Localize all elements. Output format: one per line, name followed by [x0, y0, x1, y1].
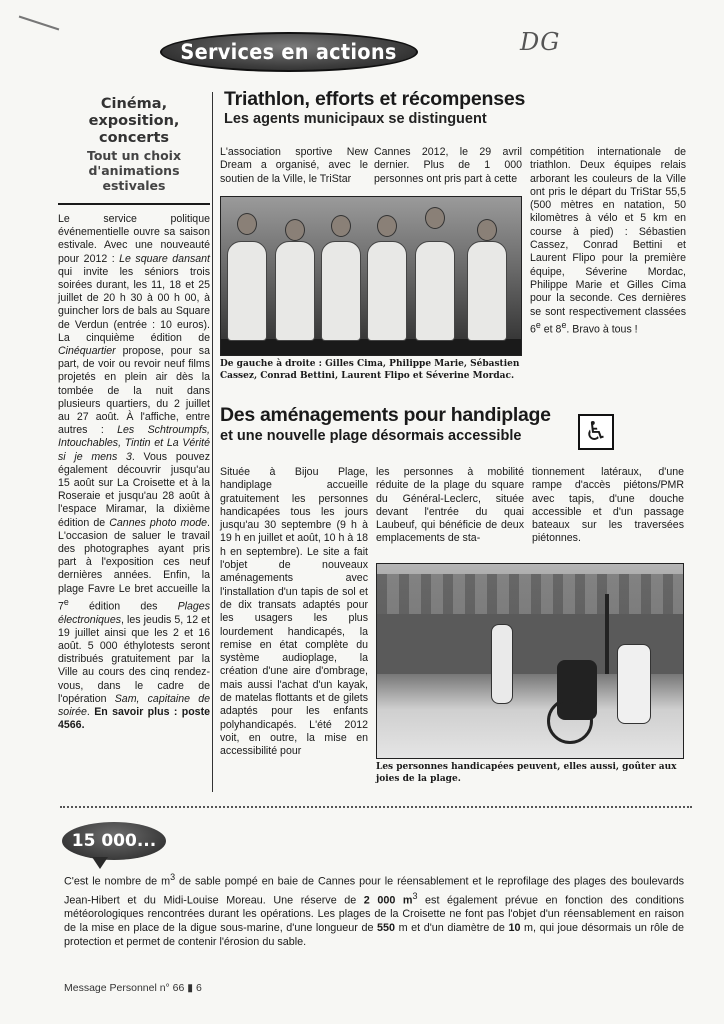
person-figure: [275, 241, 315, 341]
wheelchair-wheel: [547, 698, 593, 744]
column-divider: [212, 92, 213, 792]
triathlon-col-1: L'association sportive New Dream a organisé, avec le soutien de la Ville, le TriStar: [220, 146, 368, 185]
wheelchair-icon: ♿: [578, 414, 614, 450]
section-separator: [60, 806, 692, 808]
sidebar-subtitle: Tout un choix d'animations estivales: [86, 148, 182, 193]
bottom-paragraph: C'est le nombre de $m^3$ de sable pompé en baie de Cannes pour le réensablement et le reprofilage des plages des boulevards Jean-Hibert et du Midi-Louise Moreau. Une réserve de 2 000 $m^3$ est également prévue en fonction des conditions météorologiques rencontrées durant les opérations. Les plages de la Croisette ne font pas l'objet d'un réensablement en raison de la mise en place de la digue sous-marine, d'une longueur de 550 m et d'un diamètre de 10 m, qui joue désormais un rôle de protection et permet de contenir l'érosion du sable.: [64, 872, 685, 949]
person-figure: [367, 241, 407, 341]
triathlon-col-3: compétition internationale de triathlon. Deux équipes relais arborant les couleurs de la Ville ont pris le départ du TriStar 55,5 (500 mètres en natation, 50 kilomètres à vélo et 5 km en course à pied) : Sébastien Cassez, Conrad Bettini et Laurent Flipo pour la première équipe, Séverine Mordac, Philippe Marie et Gilles Cima pour la seconde. Ces dernières se sont respectivement classées 6e et 8e. Bravo à tous !: [530, 146, 686, 336]
person-head: [285, 219, 305, 241]
person-figure: [467, 241, 507, 341]
beach-photo: [376, 563, 684, 759]
handiplage-col-1: Située à Bijou Plage, handiplage accueille gratuitement les personnes handicapées tous les jours jusqu'au 30 septembre (9 h à 19 h en juillet et août, 10 h à 18 h en septembre). Le site a fait l'objet de nouveaux aménagements avec l'installation d'un tapis de sol et de dix transats adaptés pour les usagers les plus lourdement handicapés, la remise en état complète du système audioplage, la création d'une aire d'ombrage, mais aussi l'achat d'un kayak, de matelas flottants et de gilets adaptés pour les enfants polyhandicapés. L'été 2012 voit, en outre, la mise en accessibilité pour: [220, 466, 368, 758]
sidebar-body: Le service politique événementielle ouvre sa saison estivale. Avec une nouveauté pour 2012 : Le square dansant qui invite les séniors trois soirées durant, les 11, 18 et 25 juillet de 20 h 30 à 00 h 00, à guincher lors de bals au Square de Verdun (entrée : 10 euros). La cinquième édition de Cinéquartier propose, pour sa part, de voir ou revoir neuf films projetés en plein air dès la tombée de la nuit dans plusieurs quartiers, du 2 juillet au 27 août. À l'affiche, entre autres : Les Schtroumpfs, Intouchables, Tintin et La Vérité si je mens 3. Vous pouvez également découvrir jusqu'au 15 août sur La Croisette et à la Roseraie et jusqu'au 28 août à l'espace Miramar, la dixième édition de Cannes photo mode. L'occasion de saluer le travail des photographes ayant pris part à l'exposition ces neuf dernières années. Enfin, la plage Favre Le bret accueille la 7e édition des Plages électroniques, les jeudis 5, 12 et 19 juillet ainsi que les 2 et 16 août. 5 000 éthylotests seront distribués gratuitement par la Ville au cours des cinq rendez-vous, dans le cadre de l'opération Sam, capitaine de soirée. En savoir plus : poste 4566.: [58, 213, 211, 732]
section-banner: [160, 32, 418, 72]
person-figure: [415, 241, 455, 341]
photo-ground: [221, 339, 521, 355]
photo-trees: [377, 574, 683, 614]
figure-bubble: [62, 822, 166, 860]
triathlon-heading: [224, 88, 694, 128]
bubble-label: 15 000...: [71, 831, 157, 851]
person-figure: [491, 624, 513, 704]
handiplage-caption: Les personnes handicapées peuvent, elles aussi, goûter aux joies de la plage.: [376, 762, 677, 784]
person-head: [237, 213, 257, 235]
sidebar-article: [58, 96, 210, 732]
handiplage-col-3: tionnement latéraux, d'une rampe d'accès piétons/PMR avec tapis, d'une douche accessible et d'un passage bateaux sur les traversées piétonnes.: [532, 466, 684, 545]
triathlon-team-photo: [220, 196, 522, 356]
umbrella-pole: [605, 594, 609, 674]
triathlon-title: Triathlon, efforts et récompenses: [224, 88, 526, 110]
triathlon-caption: De gauche à droite : Gilles Cima, Philippe Marie, Sébastien Cassez, Conrad Bettini, Laurent Flipo et Séverine Mordac.: [220, 359, 520, 381]
person-figure: [227, 241, 267, 341]
person-head: [331, 215, 351, 237]
banner-title: Services en actions: [180, 40, 398, 64]
person-figure: [617, 644, 651, 724]
triathlon-subtitle: Les agents municipaux se distinguent: [224, 111, 487, 127]
handiplage-col-2: les personnes à mobilité réduite de la plage du square du Général-Leclerc, située devant l'entrée du quai Laubeuf, qui bénéficie de deux emplacements de sta-: [376, 466, 524, 545]
person-head: [425, 207, 445, 229]
triathlon-col-2: Cannes 2012, le 29 avril dernier. Plus de 1 000 personnes ont pris part à cette: [374, 146, 522, 185]
sidebar-title: Cinéma, exposition, concerts: [88, 96, 180, 146]
handwritten-initials: DG: [520, 28, 561, 56]
page-footer: Message Personnel n° 66 ▮ 6: [64, 982, 202, 994]
person-head: [377, 215, 397, 237]
handiplage-heading: [220, 403, 590, 445]
handiplage-title: Des aménagements pour handiplage: [220, 404, 551, 426]
person-head: [477, 219, 497, 241]
handiplage-subtitle: et une nouvelle plage désormais accessible: [220, 428, 522, 444]
scan-mark: [19, 16, 60, 31]
sidebar-rule: [58, 203, 210, 205]
person-figure: [321, 241, 361, 341]
